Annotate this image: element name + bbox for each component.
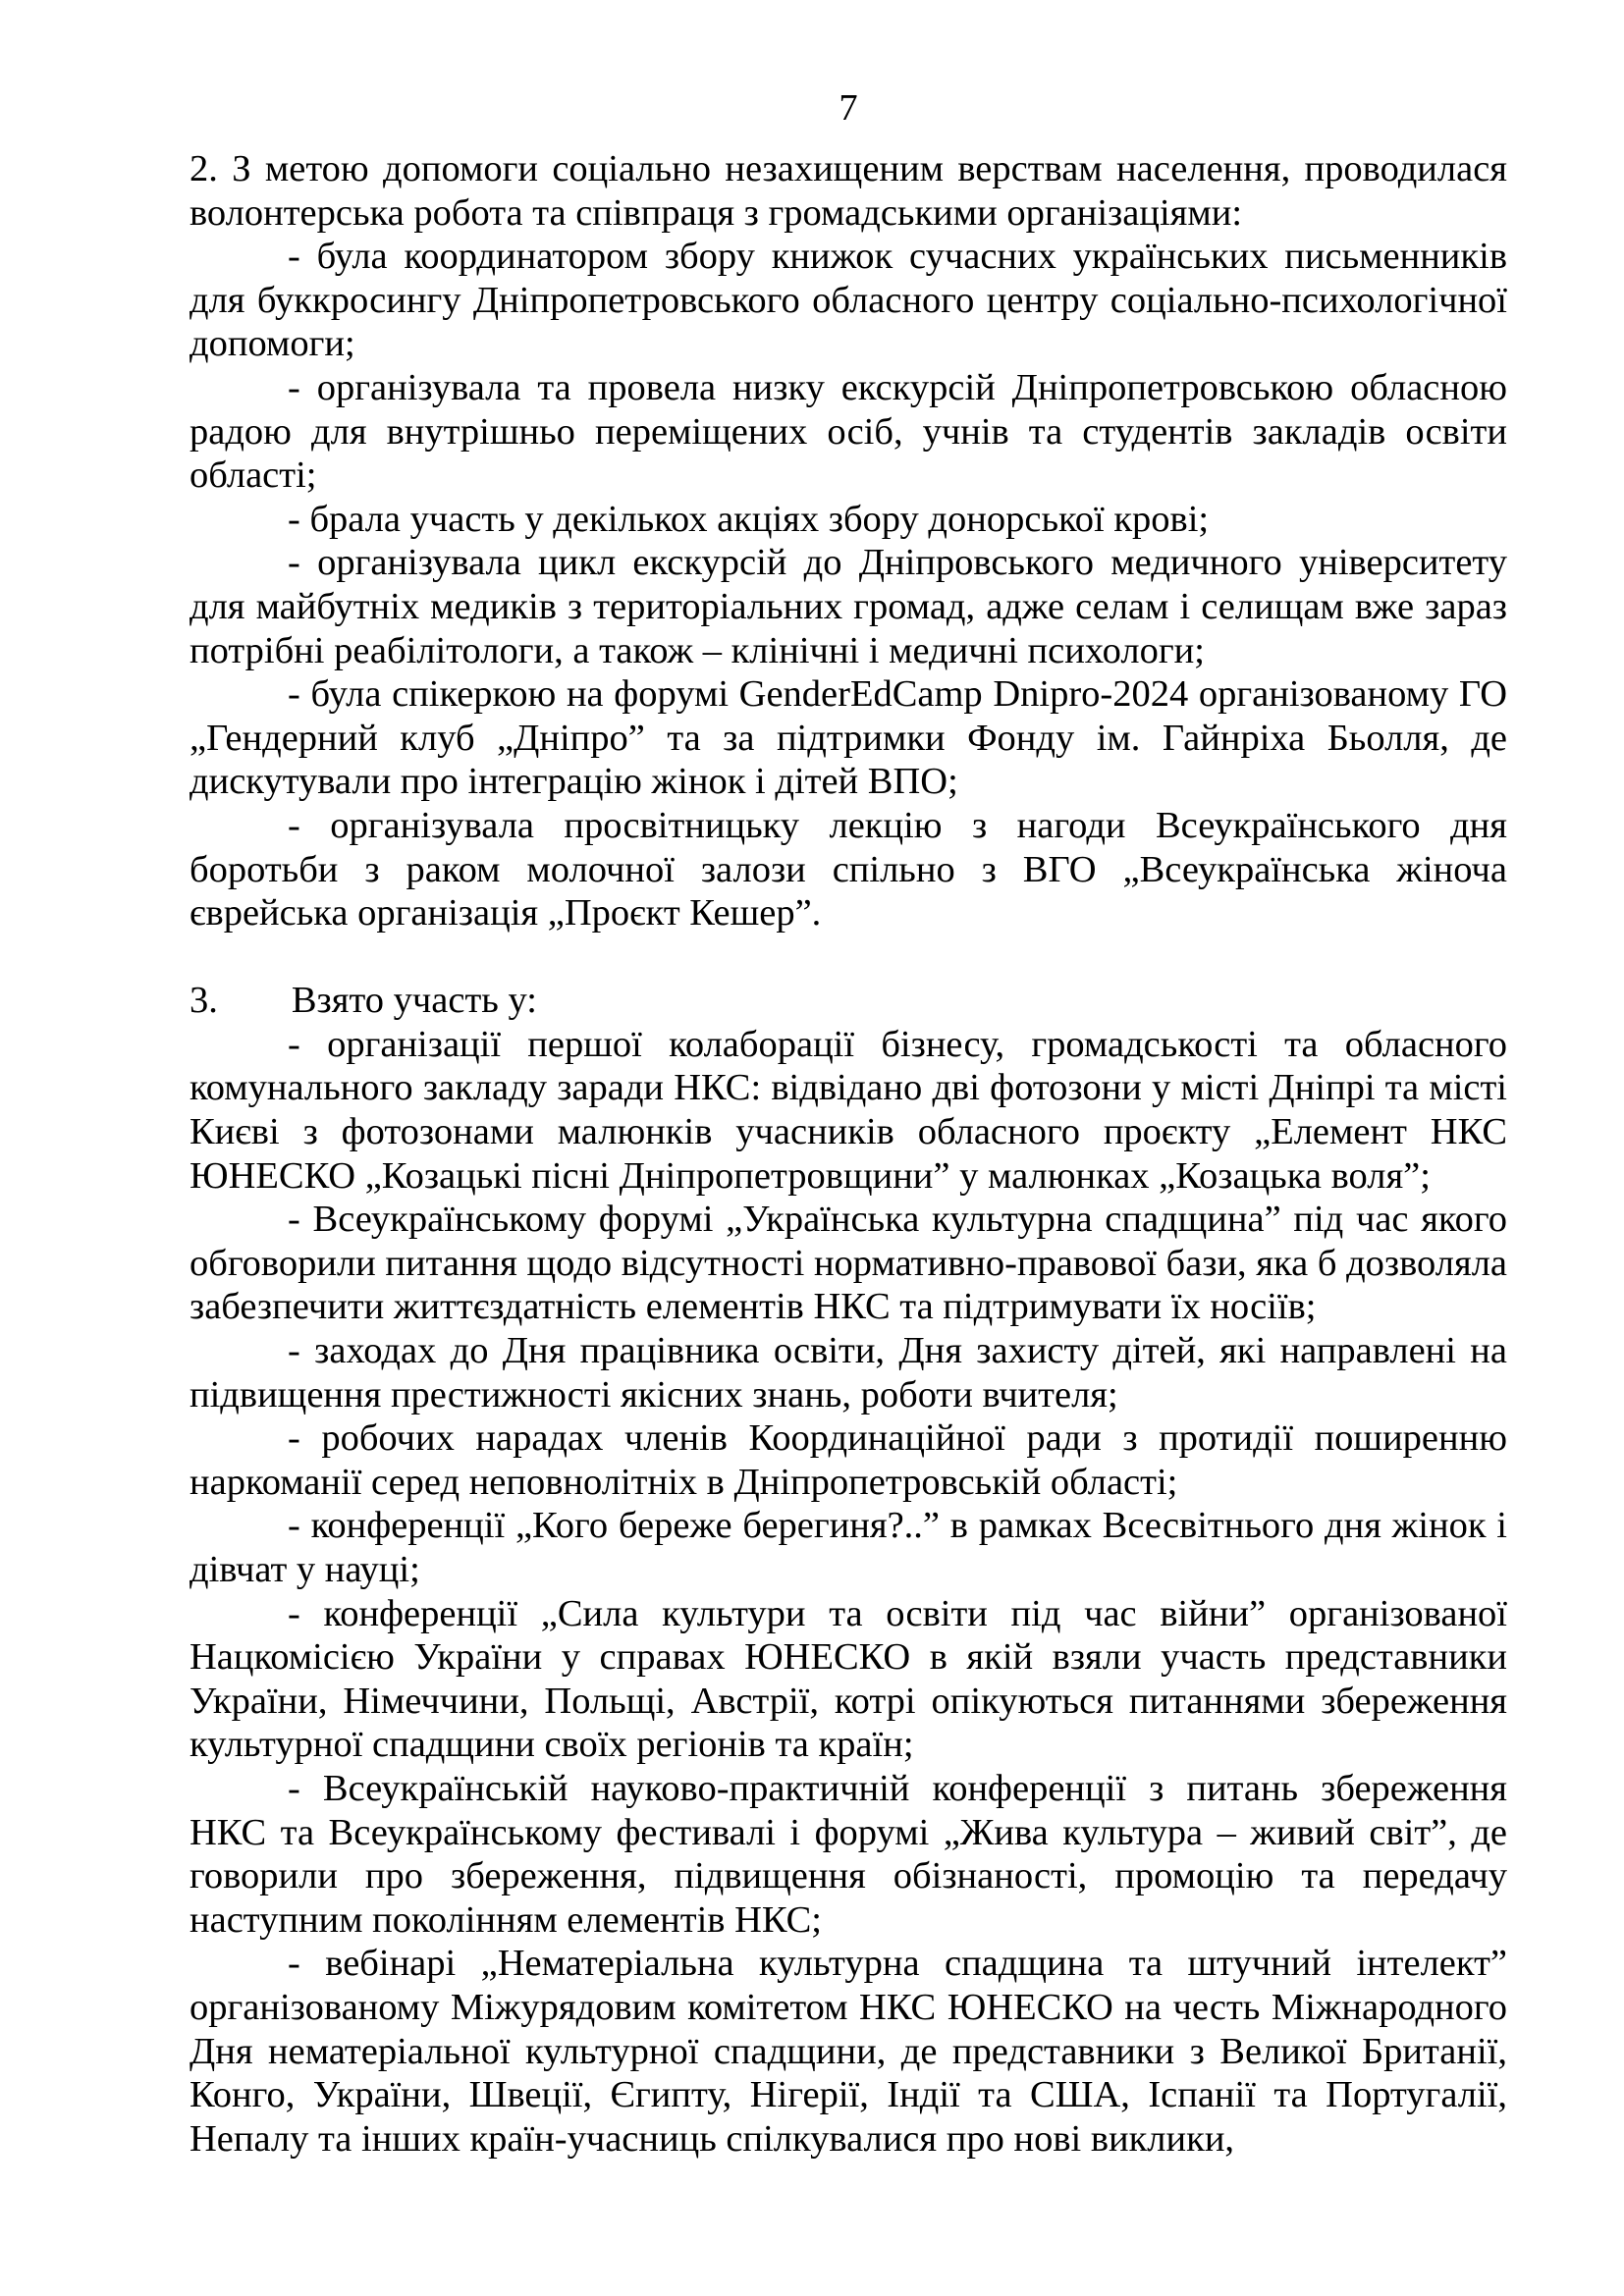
- section3-list-item: - Всеукраїнському форумі „Українська культурна спадщина” під час якого обговорили питання щодо відсутності нормативно-правової бази, яка б дозволяла забезпечити життєздатність елементів НКС та підтримувати їх носіїв;: [189, 1199, 1507, 1328]
- section3-list-item: - конференції „Кого береже берегиня?..” в рамках Всесвітнього дня жінок і дівчат у науці;: [189, 1505, 1507, 1590]
- section3-list-item: - вебінарі „Нематеріальна культурна спадщина та штучний інтелект” організованому Міжурядовим комітетом НКС ЮНЕСКО на честь Міжнародного Дня нематеріальної культурної спадщини, де представники з Великої Британії, Конго, України, Швеції, Єгипту, Нігерії, Індії та США, Іспанії та Португалії, Непалу та інших країн-учасниць спілкувалися про нові виклики,: [189, 1943, 1507, 2160]
- section2-list-item: - була спікеркою на форумі GenderEdCamp Dnipro-2024 організованому ГО „Гендерний клуб „Дніпро” та за підтримки Фонду ім. Гайнріха Бьолля, де дискутували про інтеграцію жінок і дітей ВПО;: [189, 673, 1507, 803]
- section2-list-item: - організувала цикл екскурсій до Дніпровського медичного університету для майбутніх медиків з територіальних громад, адже селам і селищам вже зараз потрібні реабілітологи, а також – клінічні і медичні психологи;: [189, 542, 1507, 671]
- section3-list-item: - Всеукраїнській науково-практичній конференції з питань збереження НКС та Всеукраїнському фестивалі і форумі „Жива культура – живий світ”, де говорили про збереження, підвищення обізнаності, промоцію та передачу наступним поколінням елементів НКС;: [189, 1767, 1507, 1941]
- section3-heading: [189, 979, 1507, 1023]
- section3-list-item: - організації першої колаборації бізнесу, громадськості та обласного комунального закладу заради НКС: відвідано дві фотозони у місті Дніпрі та місті Києві з фотозонами малюнків учасників обласного проєкту „Елемент НКС ЮНЕСКО „Козацькі пісні Дніпропетровщини” у малюнках „Козацька воля”;: [189, 1023, 1507, 1197]
- section3-list-item: - заходах до Дня працівника освіти, Дня захисту дітей, які направлені на підвищення престижності якісних знань, роботи вчителя;: [189, 1330, 1507, 1415]
- section3-title: Взято участь у:: [291, 980, 537, 1022]
- blank-line: [189, 935, 1507, 980]
- section2-list-item: - організувала та провела низку екскурсій Дніпропетровською обласною радою для внутрішньо переміщених осіб, учнів та студентів закладів освіти області;: [189, 366, 1507, 497]
- section3-list-item: - робочих нарадах членів Координаційної ради з протидії поширенню наркоманії серед неповнолітніх в Дніпропетровській області;: [189, 1417, 1507, 1503]
- page-number: 7: [839, 87, 858, 129]
- paragraph-section2-intro: 2. З метою допомоги соціально незахищеним верствам населення, проводилася волонтерська робота та співпраця з громадськими організаціями:: [189, 148, 1507, 234]
- section3-list-item: - конференції „Сила культури та освіти під час війни” організованої Нацкомісією України у справах ЮНЕСКО в якій взяли участь представники України, Німеччини, Польщі, Австрії, котрі опікуються питаннями збереження культурної спадщини своїх регіонів та країн;: [189, 1592, 1507, 1766]
- page-content: [189, 147, 1507, 2161]
- section3-number: 3.: [189, 980, 218, 1022]
- section2-list-item: - була координатором збору книжок сучасних українських письменників для буккросингу Дніпропетровського обласного центру соціально-психологічної допомоги;: [189, 236, 1507, 365]
- section2-list-item: - брала участь у декількох акціях збору донорської крові;: [288, 498, 1210, 540]
- section2-list-item: - організувала просвітницьку лекцію з нагоди Всеукраїнського дня боротьби з раком молочної залози спільно з ВГО „Всеукраїнська жіноча єврейська організація „Проєкт Кешер”.: [189, 804, 1507, 934]
